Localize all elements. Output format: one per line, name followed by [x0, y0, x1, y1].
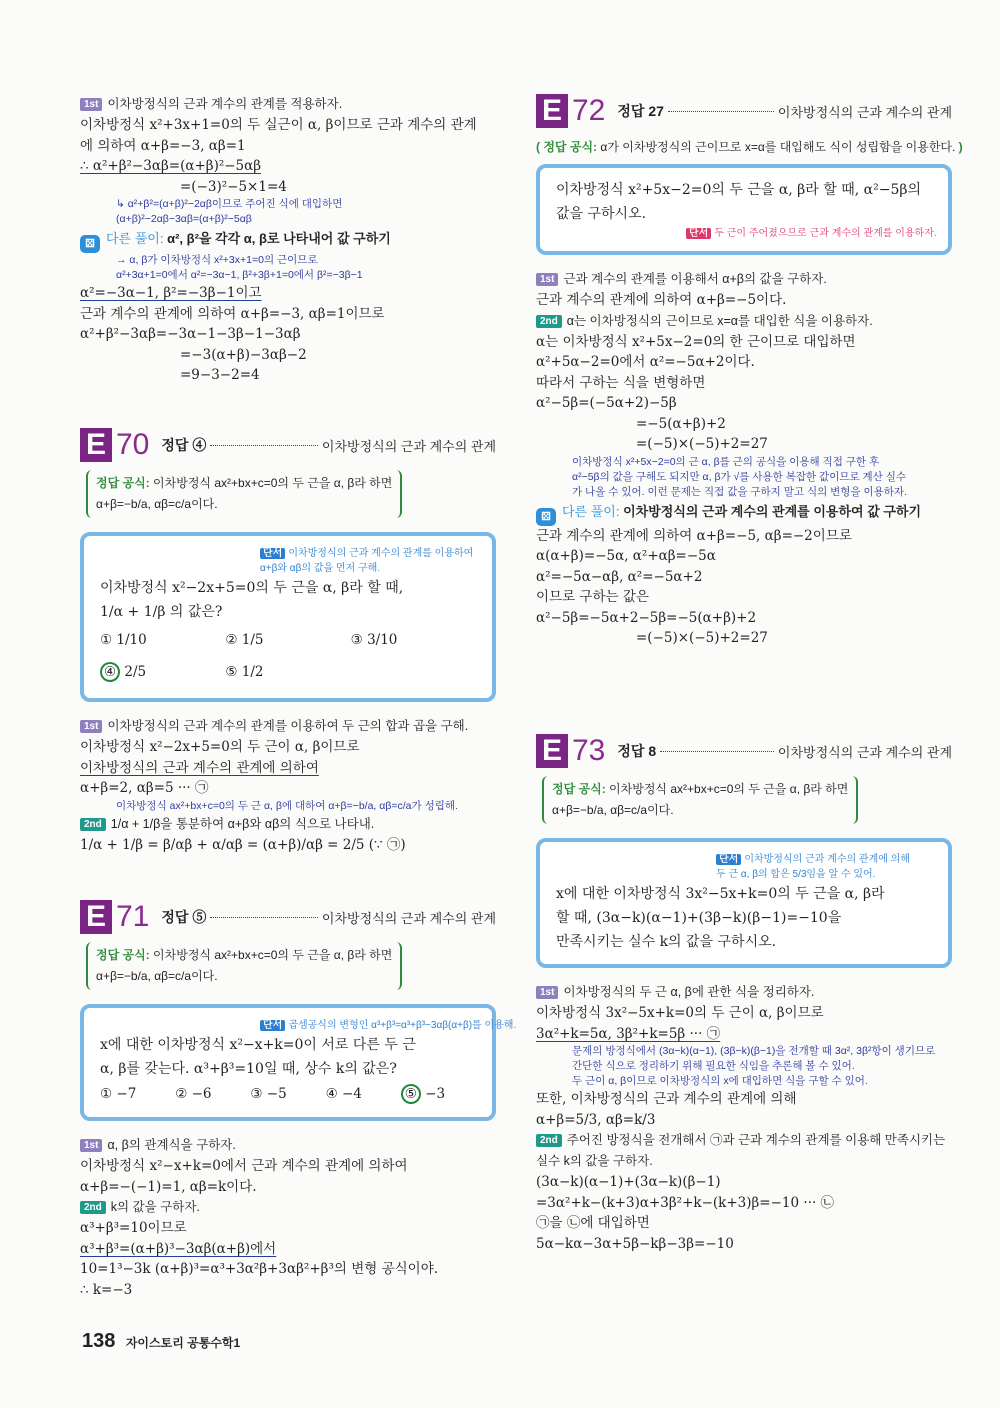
- solution-line: [80, 1239, 496, 1260]
- choice-value: 1/10: [116, 632, 147, 648]
- solution-line: 에 의하여 α+β=−3, αβ=1: [80, 137, 246, 154]
- hint-note: [556, 226, 937, 241]
- problem-text: 이차방정식 x²+5x−2=0의 두 근을 α, β라 할 때, α²−5β의: [556, 182, 921, 198]
- solution-line: [80, 758, 496, 779]
- solution-69-continued: [80, 94, 500, 386]
- solution-line: 이차방정식 3x²−5x+k=0의 두 근이 α, β이므로: [536, 1005, 824, 1021]
- choice-option[interactable]: [225, 624, 350, 656]
- choice-number: ②: [225, 632, 238, 648]
- book-title: 자이스토리 공통수학1: [125, 1336, 241, 1350]
- topic-label: 이차방정식의 근과 계수의 관계: [777, 104, 952, 120]
- underlined-expression: 이차방정식의 근과 계수의 관계에 의하여: [80, 759, 319, 776]
- choice-value: −6: [191, 1086, 212, 1102]
- choice-number: ①: [100, 632, 113, 648]
- solution-line: [536, 1024, 952, 1045]
- solution-line: α는 이차방정식 x²+5x−2=0의 한 근이므로 대입하면: [536, 333, 856, 350]
- choice-option[interactable]: [250, 1081, 325, 1107]
- choice-value: 1/5: [241, 632, 264, 648]
- hint-label: 단서: [260, 1020, 285, 1031]
- formula-line: [96, 494, 392, 515]
- answer-choices: [100, 1081, 476, 1107]
- choice-value: −4: [342, 1086, 362, 1102]
- underlined-expression: α²=−3α−1, β²=−3β−1이고: [80, 285, 262, 301]
- solution-line: 10=1³−3k (α+β)³=α³+3α²β+3αβ²+β³의 변형 공식이야.: [80, 1261, 439, 1277]
- problem-header: [80, 898, 496, 936]
- solution-line: 근과 계수의 관계에 의하여 α+β=−5이다.: [536, 292, 787, 308]
- step-text: 이차방정식의 두 근 α, β에 관한 식을 정리하자.: [563, 985, 815, 999]
- problem-number: 72: [572, 94, 606, 127]
- hint-label: 단서: [686, 228, 711, 239]
- annotation-note: → α, β가 이차방정식 x²+3x+1=0의 근이므로: [116, 254, 318, 266]
- problem-box: [80, 1004, 517, 1121]
- hint-text: 이차방정식의 근과 계수의 관계를 이용하여: [288, 548, 474, 559]
- dice-icon: ⚄: [536, 508, 556, 526]
- solution-line: =(−3)²−5×1=4: [180, 178, 287, 195]
- choice-value: −3: [425, 1086, 446, 1102]
- problem-text: 값을 구하시오.: [556, 206, 647, 222]
- dice-icon: ⚄: [80, 235, 100, 253]
- solution-72: [536, 92, 963, 649]
- hint-text: 두 근 α, β의 합은 5/3임을 알 수 있어.: [716, 869, 876, 880]
- hint-note: [100, 546, 476, 576]
- choice-value: 3/10: [367, 632, 398, 648]
- answer-formula: [536, 136, 963, 158]
- annotation-note: 두 근이 α, β이므로 이차방정식의 x에 대입하면 식을 구할 수 있어.: [572, 1075, 868, 1087]
- formula-text: α+β=−b/a, αβ=c/a이다.: [96, 969, 218, 983]
- formula-line: [552, 800, 848, 821]
- choice-value: 1/2: [241, 664, 264, 680]
- solution-line: 5α−kα−3α+5β−kβ−3β=−10: [536, 1235, 734, 1252]
- step-heading: [536, 1130, 952, 1151]
- hint-text: 곱셈공식의 변형인 α³+β³=α³+β³−3αβ(α+β)를 이용해.: [288, 1020, 517, 1031]
- solution-line: (3α−k)(α−1)+(3α−k)(β−1): [536, 1174, 721, 1190]
- step-text: k의 값을 구하자.: [110, 1200, 200, 1214]
- hint-label: 단서: [716, 854, 741, 865]
- alt-title: α², β²을 각각 α, β로 나타내어 값 구하기: [167, 231, 391, 246]
- step-badge: 2nd: [536, 315, 562, 328]
- step-badge: 1st: [536, 273, 558, 286]
- solution-line: =(−5)×(−5)+2=27: [636, 436, 768, 452]
- choice-value: −5: [266, 1086, 287, 1102]
- solution-line: 이므로 구하는 값은: [536, 589, 649, 605]
- answer-label: 정답 8: [617, 743, 657, 759]
- formula-line: [96, 473, 392, 494]
- annotation-note: 가 나올 수 있어. 이런 문제는 직접 값을 구하지 말고 식의 변형을 이용하자.: [572, 485, 907, 498]
- step-text: 이차방정식의 근과 계수의 관계를 이용하여 두 근의 합과 곱을 구해.: [107, 719, 469, 733]
- bracket: ): [955, 140, 963, 154]
- solution-line: 근과 계수의 관계에 의하여 α+β=−3, αβ=1이므로: [80, 305, 385, 322]
- problem-number: 71: [116, 900, 150, 933]
- formula-line: [96, 966, 392, 987]
- annotation-note: 이차방정식 x²+5x−2=0의 근 α, β를 근의 공식을 이용해 직접 구한 후: [572, 455, 880, 468]
- alt-title: 이차방정식의 근과 계수의 관계를 이용하여 값 구하기: [623, 503, 922, 519]
- solution-line: α+β=5/3, αβ=k/3: [536, 1111, 656, 1128]
- solution-line: 이차방정식 x²+3x+1=0의 두 실근이 α, β이므로 근과 계수의 관계: [80, 117, 477, 133]
- solution-line: α+β=−(−1)=1, αβ=k이다.: [80, 1178, 257, 1195]
- solution-71: [80, 898, 517, 1300]
- step-heading: [80, 1135, 496, 1156]
- answer-formula: [86, 942, 402, 990]
- choice-number: ④: [325, 1086, 338, 1102]
- formula-label: 정답 공식:: [96, 948, 150, 962]
- solution-line: 이차방정식 x²−2x+5=0의 두 근이 α, β이므로: [80, 739, 360, 755]
- problem-header: [536, 92, 952, 130]
- solution-70: [80, 426, 496, 855]
- formula-text: α+β=−b/a, αβ=c/a이다.: [552, 803, 674, 817]
- alternative-solution-heading: [80, 227, 500, 253]
- step-badge: 1st: [536, 986, 558, 999]
- hint-label: 단서: [260, 548, 285, 559]
- problem-box: [80, 532, 496, 702]
- step-heading: [536, 269, 952, 290]
- step-heading: [536, 982, 952, 1003]
- step-badge: 1st: [80, 1139, 102, 1152]
- section-e-badge: E: [80, 428, 112, 462]
- choice-option[interactable]: [351, 624, 476, 656]
- step-text: 주어진 방정식을 전개해서 ㉠과 근과 계수의 관계를 이용해 만족시키는: [566, 1133, 946, 1147]
- step-badge: 2nd: [80, 1201, 106, 1214]
- answer-label: 정답 ⑤: [161, 909, 207, 925]
- answer-formula: [86, 470, 402, 518]
- step-heading: [80, 716, 496, 737]
- problem-text: 이차방정식 x²−2x+5=0의 두 근을 α, β라 할 때,: [100, 580, 404, 596]
- step-heading: [536, 1151, 952, 1172]
- step-text: 근과 계수의 관계를 이용해서 α+β의 값을 구하자.: [563, 272, 827, 286]
- alt-label: 다른 풀이:: [562, 503, 620, 519]
- underlined-expression: 3α²+k=5α, 3β²+k=5β ··· ㉠: [536, 1025, 721, 1042]
- step-heading: [536, 311, 952, 332]
- solution-line: =−5(α+β)+2: [636, 415, 726, 432]
- choice-number: ⑤: [225, 664, 238, 680]
- hint-text: α+β와 αβ의 값을 먼저 구해.: [260, 563, 381, 574]
- solution-line: α²+β²−3αβ=−3α−1−3β−1−3αβ: [80, 326, 301, 342]
- underlined-expression: ∴ α²+β²−3αβ=(α+β)²−5αβ: [80, 158, 262, 174]
- formula-text: α가 이차방정식의 근이므로 x=α를 대입해도 식이 성립함을 이용한다.: [600, 140, 956, 154]
- annotation-note: 문제의 방정식에서 (3α−k)(α−1), (3β−k)(β−1)을 전개할 때 3α², 3β²항이 생기므로: [572, 1045, 936, 1057]
- formula-text: 이차방정식 ax²+bx+c=0의 두 근을 α, β라 하면: [153, 476, 393, 490]
- formula-label: 정답 공식:: [96, 476, 150, 490]
- step-text: 이차방정식의 근과 계수의 관계를 적용하자.: [107, 97, 343, 111]
- hint-text: 이차방정식의 근과 계수의 관계에 의해: [744, 854, 911, 865]
- problem-text: 할 때, (3α−k)(α−1)+(3β−k)(β−1)=−10을: [556, 910, 842, 926]
- bracket: (: [536, 140, 544, 154]
- solution-line: =−3(α+β)−3αβ−2: [180, 346, 307, 363]
- solution-line: 1/α + 1/β = β/αβ + α/αβ = (α+β)/αβ = 2/5 (∵ ㉠): [80, 836, 406, 853]
- step-badge: 1st: [80, 98, 102, 111]
- topic-label: 이차방정식의 근과 계수의 관계: [321, 910, 496, 926]
- problem-number: 70: [116, 428, 150, 461]
- underlined-expression: α³+β³=(α+β)³−3αβ(α+β)에서: [80, 1240, 277, 1257]
- answer-label: 정답 ④: [161, 437, 207, 453]
- solution-line: ∴ k=−3: [80, 1281, 133, 1298]
- solution-line: =3α²+k−(k+3)α+3β²+k−(k+3)β=−10 ··· ㉡: [536, 1194, 835, 1211]
- solution-73: [536, 732, 952, 1254]
- step-text: 실수 k의 값을 구하자.: [536, 1154, 653, 1168]
- choice-option[interactable]: [326, 1081, 401, 1107]
- choice-option[interactable]: [175, 1081, 250, 1107]
- section-e-badge: E: [536, 94, 568, 128]
- solution-line: α+β=2, αβ=5 ··· ㉠: [80, 780, 209, 796]
- choice-number: ④: [100, 662, 120, 682]
- formula-text: 이차방정식 ax²+bx+c=0의 두 근을 α, β라 하면: [609, 782, 849, 796]
- solution-line: 근과 계수의 관계에 의하여 α+β=−5, αβ=−2이므로: [536, 527, 852, 544]
- solution-line: 이차방정식 x²−x+k=0에서 근과 계수의 관계에 의하여: [80, 1158, 408, 1174]
- choice-number: ①: [100, 1086, 113, 1102]
- solution-line: [80, 156, 500, 177]
- choice-number: ⑤: [401, 1084, 421, 1104]
- problem-box: [536, 838, 952, 968]
- topic-label: 이차방정식의 근과 계수의 관계: [777, 744, 952, 760]
- step-heading: [80, 1197, 496, 1218]
- solution-line: α²−5β=−5α+2−5β=−5(α+β)+2: [536, 609, 757, 626]
- step-badge: 2nd: [536, 1134, 562, 1147]
- solution-line: =(−5)×(−5)+2=27: [636, 630, 768, 646]
- problem-text: x에 대한 이차방정식 x²−x+k=0이 서로 다른 두 근: [100, 1037, 416, 1053]
- problem-box: [536, 164, 952, 255]
- solution-line: α²−5β=(−5α+2)−5β: [536, 395, 677, 411]
- annotation-note: ↳ α²+β²=(α+β)²−2αβ이므로 주어진 식에 대입하면: [116, 198, 343, 210]
- formula-text: 이차방정식 ax²+bx+c=0의 두 근을 α, β라 하면: [153, 948, 393, 962]
- solution-line: [80, 283, 500, 304]
- step-text: α는 이차방정식의 근이므로 x=α를 대입한 식을 이용하자.: [566, 313, 873, 328]
- choice-number: ③: [250, 1086, 263, 1102]
- step-heading: [80, 814, 496, 835]
- problem-text: x에 대한 이차방정식 3x²−5x+k=0의 두 근을 α, β라: [556, 886, 885, 902]
- dotted-leader: [668, 111, 774, 112]
- topic-label: 이차방정식의 근과 계수의 관계: [321, 438, 496, 454]
- step-text: 1/α + 1/β을 통분하여 α+β와 αβ의 식으로 나타내.: [110, 816, 375, 831]
- annotation-note: (α+β)²−2αβ−3αβ=(α+β)²−5αβ: [116, 213, 252, 225]
- annotation-note: 이차방정식 ax²+bx+c=0의 두 근 α, β에 대하여 α+β=−b/a, αβ=c/a가 성립해.: [116, 799, 458, 812]
- dotted-leader: [210, 917, 318, 918]
- formula-text: α+β=−b/a, αβ=c/a이다.: [96, 497, 218, 511]
- step-heading: [80, 94, 500, 115]
- annotation-note: α²+3α+1=0에서 α²=−3α−1, β²+3β+1=0에서 β²=−3β−1: [116, 269, 363, 281]
- choice-value: −7: [116, 1086, 137, 1102]
- section-e-badge: E: [80, 900, 112, 934]
- problem-text: 만족시키는 실수 k의 값을 구하시오.: [556, 934, 777, 950]
- answer-formula: [542, 776, 858, 824]
- dotted-leader: [210, 445, 318, 446]
- solution-line: =9−3−2=4: [180, 367, 260, 383]
- solution-line: ㉠을 ㉡에 대입하면: [536, 1215, 650, 1231]
- choice-option[interactable]: [225, 656, 350, 688]
- hint-note: [556, 852, 932, 882]
- annotation-note: α²−5β의 값을 구해도 되지만 α, β가 √를 사용한 복잡한 값이므로 계산 실수: [572, 470, 907, 483]
- solution-line: α³+β³=10이므로: [80, 1220, 187, 1236]
- answer-choices: [100, 624, 476, 688]
- choice-number: ②: [175, 1086, 188, 1102]
- choice-option[interactable]: [401, 1081, 476, 1107]
- choice-value: 2/5: [124, 664, 147, 680]
- hint-text: 두 근이 주어졌으므로 근과 계수의 관계를 이용하자.: [714, 228, 937, 239]
- page-footer: [82, 1330, 240, 1353]
- step-badge: 1st: [80, 720, 102, 733]
- formula-label: 정답 공식:: [552, 782, 606, 796]
- solution-line: α²+5α−2=0에서 α²=−5α+2이다.: [536, 354, 755, 370]
- section-e-badge: E: [536, 734, 568, 768]
- answer-label: 정답 27: [617, 103, 664, 119]
- annotation-note: 간단한 식으로 정리하기 위해 필요한 식임을 추론해 볼 수 있어.: [572, 1060, 855, 1072]
- step-text: α, β의 관계식을 구하자.: [107, 1138, 236, 1152]
- choice-number: ③: [350, 632, 363, 648]
- alt-label: 다른 풀이:: [106, 231, 164, 246]
- problem-text: 1/α + 1/β 의 값은?: [100, 604, 223, 620]
- page-number: 138: [82, 1330, 116, 1352]
- step-badge: 2nd: [80, 818, 106, 831]
- alternative-solution-heading: [536, 500, 952, 526]
- choice-option[interactable]: [100, 1081, 175, 1107]
- problem-header: [80, 426, 496, 464]
- dotted-leader: [660, 751, 774, 752]
- solution-line: 또한, 이차방정식의 근과 계수의 관계에 의해: [536, 1091, 797, 1107]
- formula-line: [552, 779, 848, 800]
- problem-header: [536, 732, 952, 770]
- choice-option[interactable]: [100, 656, 225, 688]
- formula-label: 정답 공식:: [543, 140, 598, 154]
- solution-line: α²=−5α−αβ, α²=−5α+2: [536, 568, 703, 585]
- problem-text: α, β를 갖는다. α³+β³=10일 때, 상수 k의 값은?: [100, 1061, 397, 1077]
- hint-note: [100, 1018, 517, 1033]
- problem-number: 73: [572, 734, 606, 767]
- solution-line: α(α+β)=−5α, α²+αβ=−5α: [536, 548, 716, 564]
- choice-option[interactable]: [100, 624, 225, 656]
- formula-line: [96, 945, 392, 966]
- solution-line: 따라서 구하는 식을 변형하면: [536, 374, 706, 391]
